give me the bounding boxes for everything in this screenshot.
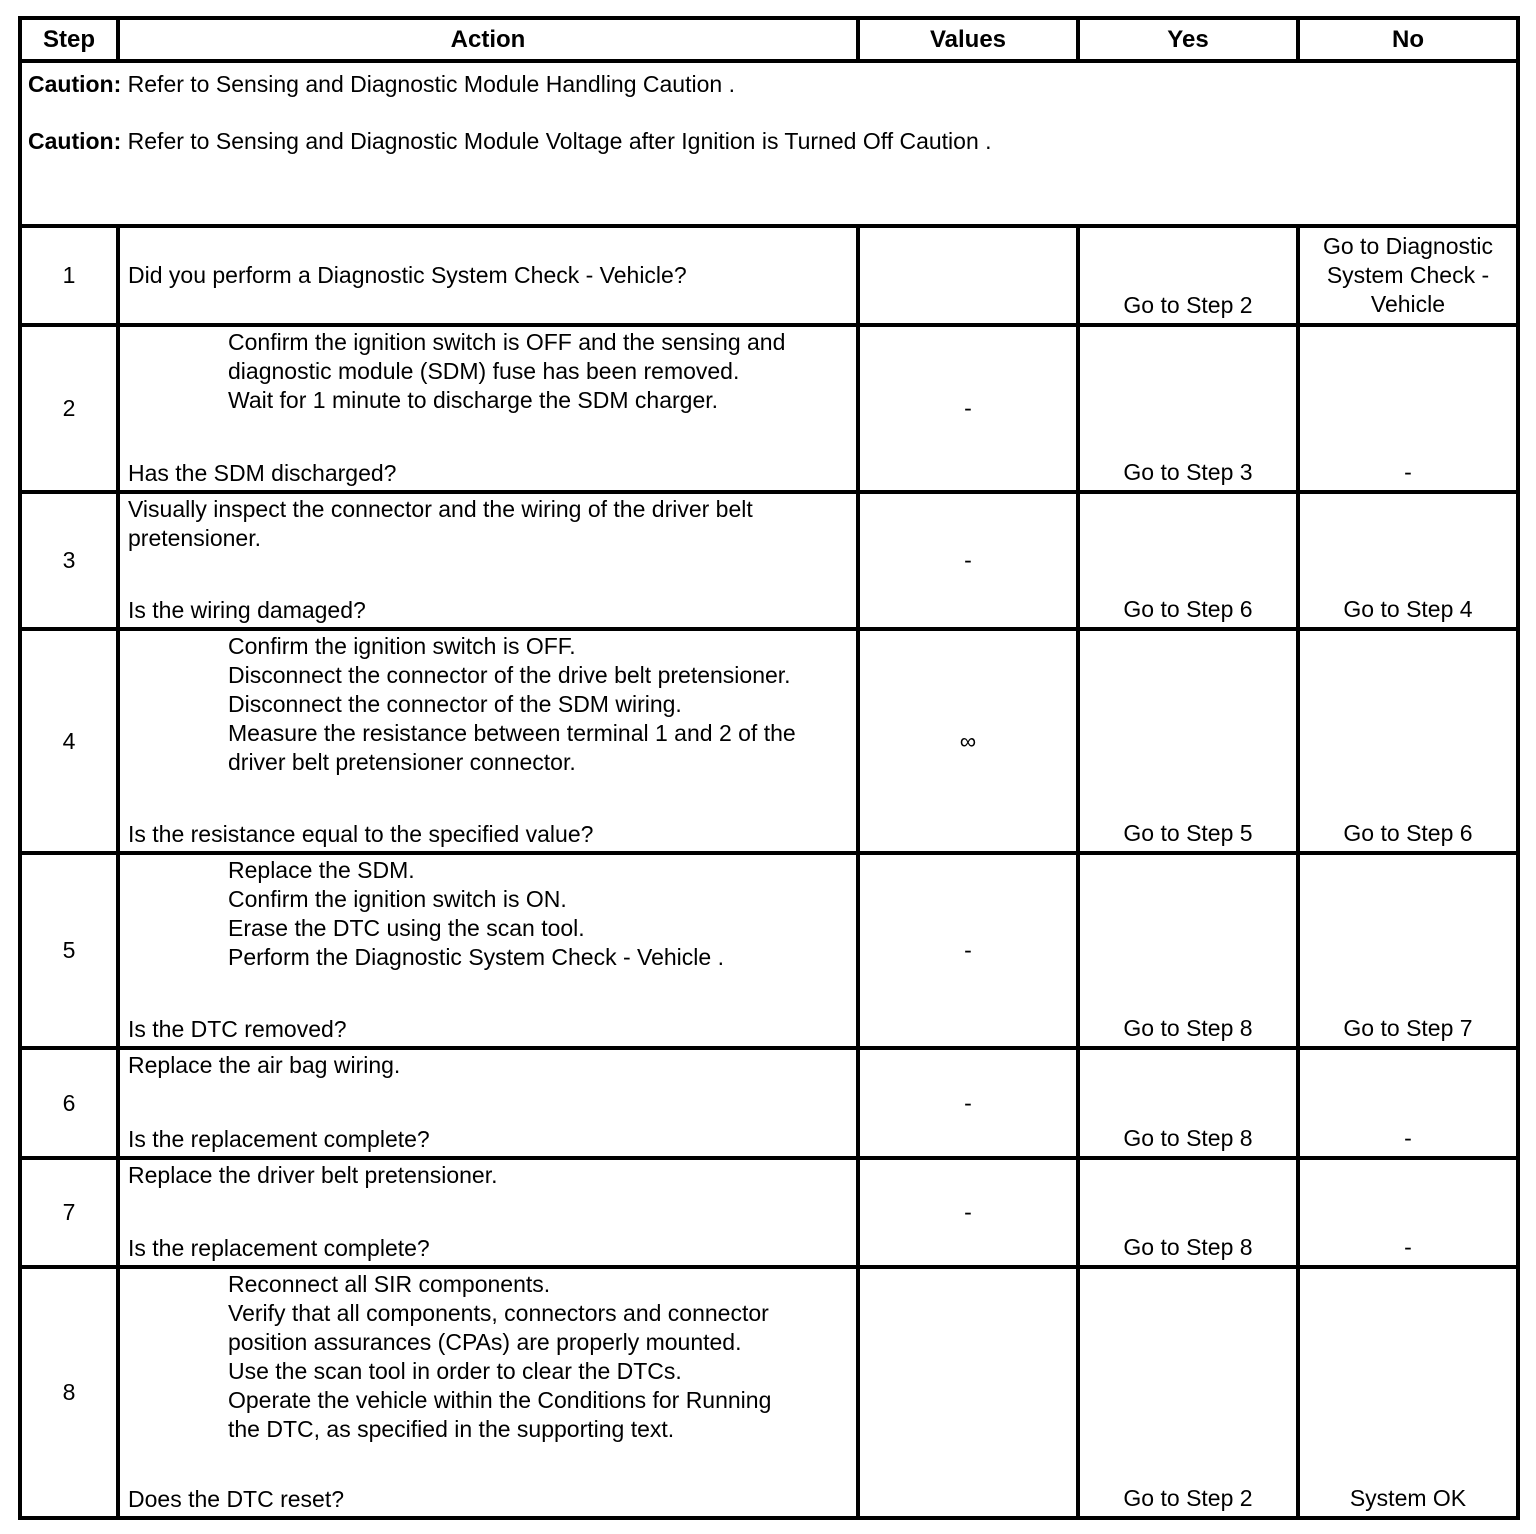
action-step-line: Perform the Diagnostic System Check - Vehicle . <box>228 944 724 970</box>
no-cell: Go to Diagnostic System Check - Vehicle <box>1322 233 1494 317</box>
step-number: 2 <box>62 395 76 421</box>
rule <box>1516 16 1520 1520</box>
action-cell <box>120 855 856 1046</box>
header-step: Step <box>42 26 95 53</box>
action-question: Is the wiring damaged? <box>128 597 366 623</box>
action-step-line: Replace the SDM. <box>228 857 415 883</box>
step-number: 4 <box>62 727 76 754</box>
no-cell: Go to Step 4 <box>1343 596 1473 622</box>
action-steps <box>128 328 850 415</box>
action-step-line: Operate the vehicle within the Conditions for Running <box>228 1387 772 1413</box>
action-intro-line: Replace the driver belt pretensioner. <box>128 1162 498 1188</box>
action-question: Does the DTC reset? <box>128 1486 345 1512</box>
value-cell: - <box>964 547 972 573</box>
action-step-line: Measure the resistance between terminal 1 and 2 of the <box>228 720 796 746</box>
yes-cell: Go to Step 2 <box>1123 292 1253 318</box>
action-question: Did you perform a Diagnostic System Check - Vehicle? <box>128 261 687 288</box>
step-number: 6 <box>62 1089 76 1116</box>
action-step-line: Reconnect all SIR components. <box>228 1271 551 1297</box>
action-step-line: Use the scan tool in order to clear the DTCs. <box>228 1358 682 1384</box>
no-cell: Go to Step 6 <box>1343 820 1473 846</box>
action-steps <box>128 856 850 972</box>
yes-cell: Go to Step 8 <box>1123 1015 1253 1041</box>
action-step-line: Disconnect the connector of the drive belt pretensioner. <box>228 662 791 688</box>
header-values: Values <box>929 26 1007 53</box>
caution-note <box>28 70 1516 99</box>
caution-label: Caution: <box>28 71 122 97</box>
no-cell: - <box>1404 1234 1412 1260</box>
no-cell: - <box>1404 1125 1412 1151</box>
step-number: 1 <box>62 262 76 288</box>
action-step-line: Wait for 1 minute to discharge the SDM charger. <box>228 387 719 413</box>
yes-cell: Go to Step 8 <box>1123 1234 1253 1260</box>
step-number: 7 <box>62 1199 76 1225</box>
action-steps <box>128 1270 850 1444</box>
value-cell: - <box>964 937 972 963</box>
yes-cell: Go to Step 3 <box>1123 459 1253 485</box>
action-step-line: Confirm the ignition switch is OFF and the sensing and <box>228 329 786 355</box>
action-question: Is the replacement complete? <box>128 1235 430 1261</box>
rule <box>18 1516 1520 1520</box>
header-yes: Yes <box>1167 26 1209 53</box>
yes-cell: Go to Step 5 <box>1123 820 1253 846</box>
action-cell <box>120 631 856 851</box>
action-step-line: Verify that all components, connectors and connector <box>228 1300 769 1326</box>
action-cell <box>120 228 856 323</box>
header-action: Action <box>450 26 526 53</box>
value-cell: ∞ <box>959 727 977 754</box>
action-intro-line: Visually inspect the connector and the wiring of the driver belt <box>128 496 753 522</box>
action-step-line: Confirm the ignition switch is OFF. <box>228 633 576 659</box>
step-number: 3 <box>62 547 76 573</box>
action-question: Is the resistance equal to the specified value? <box>128 821 594 847</box>
caution-label: Caution: <box>28 128 122 154</box>
action-question: Has the SDM discharged? <box>128 460 397 486</box>
caution-text: Refer to Sensing and Diagnostic Module Handling Caution . <box>121 71 735 97</box>
step-number: 5 <box>62 937 76 963</box>
value-cell <box>860 228 1076 323</box>
action-step-line: diagnostic module (SDM) fuse has been removed. <box>228 358 740 384</box>
caution-note <box>28 127 1516 156</box>
yes-cell: Go to Step 2 <box>1123 1485 1253 1511</box>
action-step-line: driver belt pretensioner connector. <box>228 749 576 775</box>
caution-block <box>22 63 1516 224</box>
action-cell <box>120 1160 856 1265</box>
action-question: Is the replacement complete? <box>128 1126 430 1152</box>
value-cell: - <box>964 395 972 421</box>
step-number: 8 <box>62 1379 76 1405</box>
action-step-line: Confirm the ignition switch is ON. <box>228 886 567 912</box>
action-steps <box>128 632 850 777</box>
action-step-line: Disconnect the connector of the SDM wiring. <box>228 691 682 717</box>
action-intro-line: pretensioner. <box>128 525 261 551</box>
action-cell <box>120 1269 856 1516</box>
action-question: Is the DTC removed? <box>128 1016 347 1042</box>
no-cell: System OK <box>1349 1485 1467 1511</box>
value-cell: - <box>964 1089 972 1116</box>
action-cell <box>120 1050 856 1156</box>
action-cell <box>120 494 856 627</box>
action-intro-line: Replace the air bag wiring. <box>128 1052 401 1078</box>
action-step-line: position assurances (CPAs) are properly mounted. <box>228 1329 742 1355</box>
yes-cell: Go to Step 6 <box>1123 596 1253 622</box>
yes-cell: Go to Step 8 <box>1123 1125 1253 1151</box>
no-cell: - <box>1404 459 1412 485</box>
value-cell: - <box>964 1199 972 1225</box>
action-intro <box>128 495 850 553</box>
action-cell <box>120 327 856 490</box>
action-step-line: Erase the DTC using the scan tool. <box>228 915 585 941</box>
value-cell <box>860 1269 1076 1516</box>
action-step-line: the DTC, as specified in the supporting text. <box>228 1416 675 1442</box>
caution-text: Refer to Sensing and Diagnostic Module Voltage after Ignition is Turned Off Caution . <box>121 128 992 154</box>
no-cell: Go to Step 7 <box>1343 1015 1473 1041</box>
header-no: No <box>1392 26 1424 53</box>
